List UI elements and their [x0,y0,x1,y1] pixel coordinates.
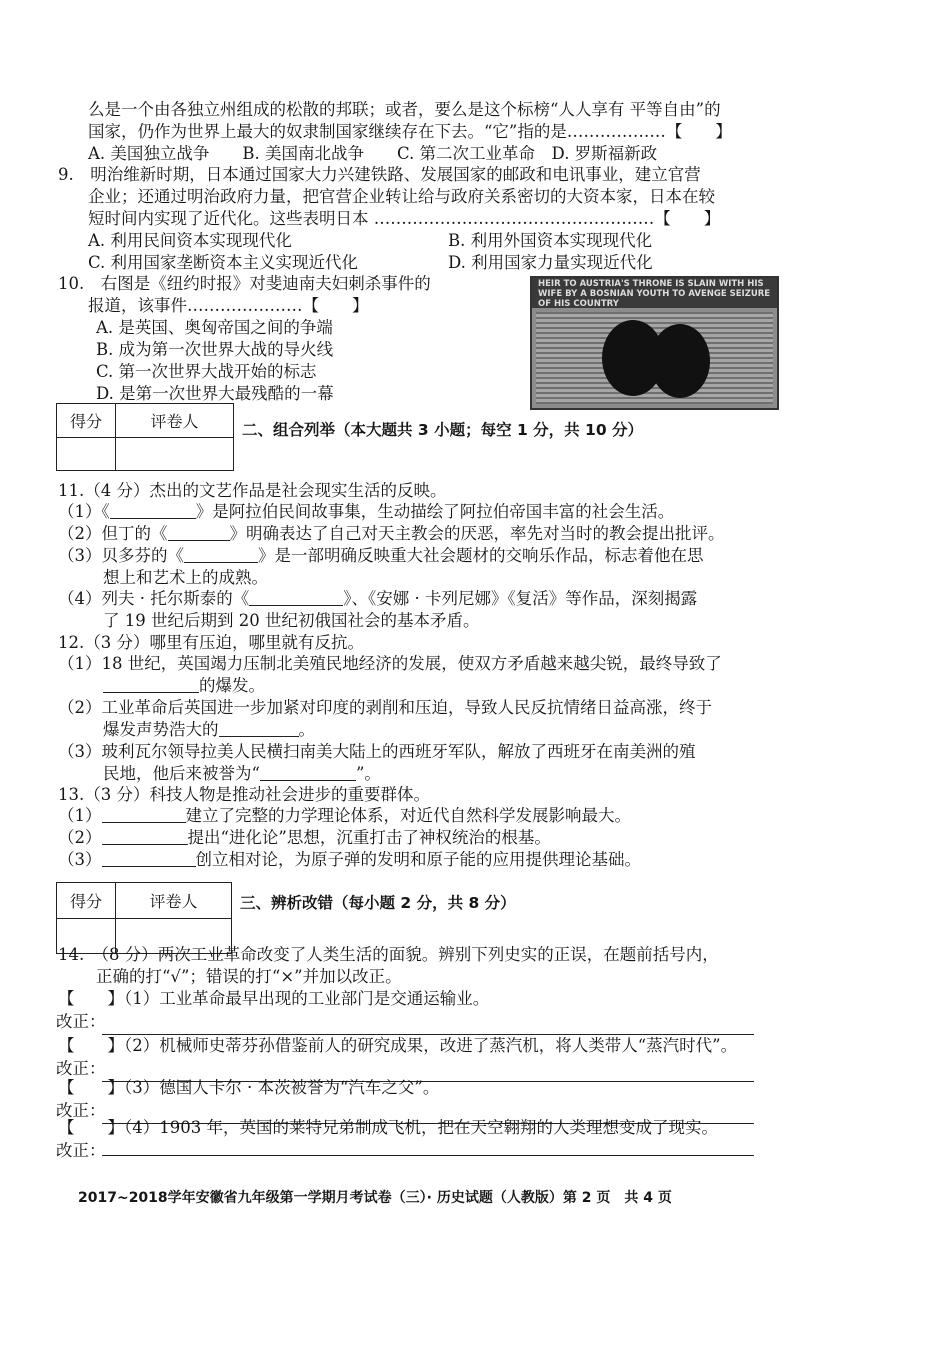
q11-item-3 [58,546,704,566]
q14-correction-label-3: 改正： [56,1101,106,1120]
q11-2-prefix: （2）但丁的《 [58,524,168,543]
q12-stem: 12.（3 分）哪里有压迫，哪里就有反抗。 [58,633,364,652]
q13-stem: 13.（3 分）科技人物是推动社会进步的重要群体。 [58,785,430,804]
q11-item-2 [58,524,725,544]
q13-3-suffix: 创立相对论，为原子弹的发明和原子能的应用提供理论基础。 [195,850,641,869]
q12-item-3: （3）玻利瓦尔领导拉美人民横扫南美大陆上的西班牙军队，解放了西班牙在南美洲的殖 [58,742,696,761]
q8-text-line-1: 么是一个由各独立州组成的松散的邦联；或者，要么是这个标榜“人人享有 平等自由”的 [88,100,721,119]
score-table-section-2 [56,403,234,471]
q11-2-blank[interactable] [168,524,230,541]
q14-correction-label-4: 改正： [56,1141,106,1160]
q12-2-suffix: 。 [298,720,315,739]
q14-stem-line-1: 14. （8 分）两次工业革命改变了人类生活的面貌。辨别下列史实的正误，在题前括号内， [58,945,719,964]
q13-2-suffix: 提出“进化论”思想，沉重打击了神权统治的根基。 [187,828,551,847]
q9-option-a: A. 利用民间资本实现现代化 [88,231,292,250]
q13-2-prefix: （2） [58,828,102,847]
q9-option-d: D. 利用国家力量实现近代化 [448,253,653,272]
q12-item-2-cont [103,720,315,740]
q10-text-line-2: 报道，该事件…………………【 】 [88,296,369,315]
q12-item-1-cont [103,676,265,696]
q14-correction-label-1: 改正： [56,1012,106,1031]
q12-2-prefix: 爆发声势浩大的 [103,720,219,739]
section-2-title: 二、组合列举（本大题共 3 小题；每空 1 分，共 10 分） [242,421,644,439]
q10-option-c: C. 第一次世界大战开始的标志 [96,362,317,381]
score-label: 得分 [57,404,116,438]
q10-text-line-1: 10. 右图是《纽约时报》对斐迪南夫妇刺杀事件的 [58,274,431,293]
q13-item-3 [58,850,641,870]
q11-4-blank[interactable] [249,589,343,606]
q8-options: A. 美国独立战争 B. 美国南北战争 C. 第二次工业革命 D. 罗斯福新政 [88,144,658,163]
grader-label: 评卷人 [116,883,232,919]
q13-2-blank[interactable] [102,828,188,845]
section-3-title: 三、辨析改错（每小题 2 分，共 8 分） [240,894,516,912]
grader-cell[interactable] [116,438,234,471]
q13-1-suffix: 建立了完整的力学理论体系，对近代自然科学发展影响最大。 [185,806,631,825]
q11-3-blank[interactable] [184,546,258,563]
q14-item-1: 【 】（1）工业革命最早出现的工业部门是交通运输业。 [58,989,490,1008]
q9-option-b: B. 利用外国资本实现现代化 [448,231,653,250]
newspaper-photo [530,276,779,410]
portrait-right [650,324,710,398]
q10-option-d: D. 是第一次世界大最残酷的一幕 [96,384,334,403]
q12-2-blank[interactable] [219,720,299,737]
q11-3-prefix: （3）贝多芬的《 [58,546,184,565]
q14-item-4: 【 】（4）1903 年，英国的莱特兄弟制成飞机，把在天空翱翔的人类理想变成了现实。 [58,1118,718,1137]
q13-3-prefix: （3） [58,850,102,869]
q10-option-b: B. 成为第一次世界大战的导火线 [96,340,334,359]
q11-4-prefix: （4）列夫 · 托尔斯泰的《 [58,589,250,608]
page-footer: 2017~2018学年安徽省九年级第一学期月考试卷（三）· 历史试题（人教版）第 2 页 共 4 页 [78,1190,672,1206]
q9-text-line-2: 企业；还通过明治政府力量，把官营企业转让给与政府关系密切的大资本家，日本在较 [88,187,715,206]
q14-stem-line-2: 正确的打“√”；错误的打“×”并加以改正。 [96,967,402,986]
q11-1-suffix: 》是阿拉伯民间故事集，生动描绘了阿拉伯帝国丰富的社会生活。 [195,502,675,521]
q11-item-4-cont: 了 19 世纪后期到 20 世纪初俄国社会的基本矛盾。 [103,611,480,630]
q10-option-a: A. 是英国、奥匈帝国之间的争端 [96,318,333,337]
q13-item-1 [58,806,631,826]
score-table-section-3 [56,882,232,954]
q12-3-blank[interactable] [260,764,356,781]
newspaper-headline: HEIR TO AUSTRIA'S THRONE IS SLAIN WITH HIS WIFE BY A BOSNIAN YOUTH TO AVENGE SEIZURE OF HIS COUNTRY [532,278,777,308]
q8-text-line-2: 国家，仍作为世界上最大的奴隶制国家继续存在下去。“它”指的是………………【 】 [88,122,732,141]
q11-1-blank[interactable] [110,502,196,519]
q13-1-blank[interactable] [102,806,186,823]
q14-item-3: 【 】（3）德国人卡尔 · 本茨被誉为“汽车之父”。 [58,1078,440,1097]
q11-item-4 [58,589,697,609]
q13-3-blank[interactable] [102,850,196,867]
q14-correction-line-4[interactable] [102,1155,754,1156]
q13-item-2 [58,828,551,848]
q14-item-2: 【 】（2）机械师史蒂芬孙借鉴前人的研究成果，改进了蒸汽机，将人类带人“蒸汽时代”。 [58,1036,738,1055]
q12-3-suffix: ”。 [355,764,381,783]
q14-correction-label-2: 改正： [56,1059,106,1078]
q11-1-prefix: （1）《 [58,502,110,521]
q11-item-1 [58,502,674,522]
q12-3-prefix: 民地，他后来被誉为“ [103,764,260,783]
score-label: 得分 [57,883,116,919]
grader-label: 评卷人 [116,404,234,438]
q13-1-prefix: （1） [58,806,102,825]
q11-item-3-cont: 想上和艺术上的成熟。 [103,568,268,587]
q11-2-suffix: 》明确表达了自己对天主教会的厌恶，率先对当时的教会提出批评。 [229,524,725,543]
q9-option-c: C. 利用国家垄断资本主义实现近代化 [88,253,359,272]
score-cell[interactable] [57,438,116,471]
q12-item-2: （2）工业革命后英国进一步加紧对印度的剥削和压迫，导致人民反抗情绪日益高涨，终于 [58,698,712,717]
q12-1-blank[interactable] [103,676,199,693]
q12-item-3-cont [103,764,381,784]
q9-text-line-3: 短时间内实现了近代化。这些表明日本 ……………………………………………【 】 [88,209,721,228]
q11-stem: 11.（4 分）杰出的文艺作品是社会现实生活的反映。 [58,481,447,500]
q9-text-line-1: 9. 明治维新时期，日本通过国家大力兴建铁路、发展国家的邮政和电讯事业，建立官营 [58,165,701,184]
q14-correction-line-1[interactable] [102,1034,754,1035]
q11-3-suffix: 》是一部明确反映重大社会题材的交响乐作品，标志着他在思 [258,546,704,565]
q12-item-1: （1）18 世纪，英国竭力压制北美殖民地经济的发展，使双方矛盾越来越尖锐，最终导致了 [58,654,722,673]
q11-4-suffix: 》、《安娜 · 卡列尼娜》《复活》等作品，深刻揭露 [343,589,698,608]
q12-1-suffix: 的爆发。 [199,676,265,695]
